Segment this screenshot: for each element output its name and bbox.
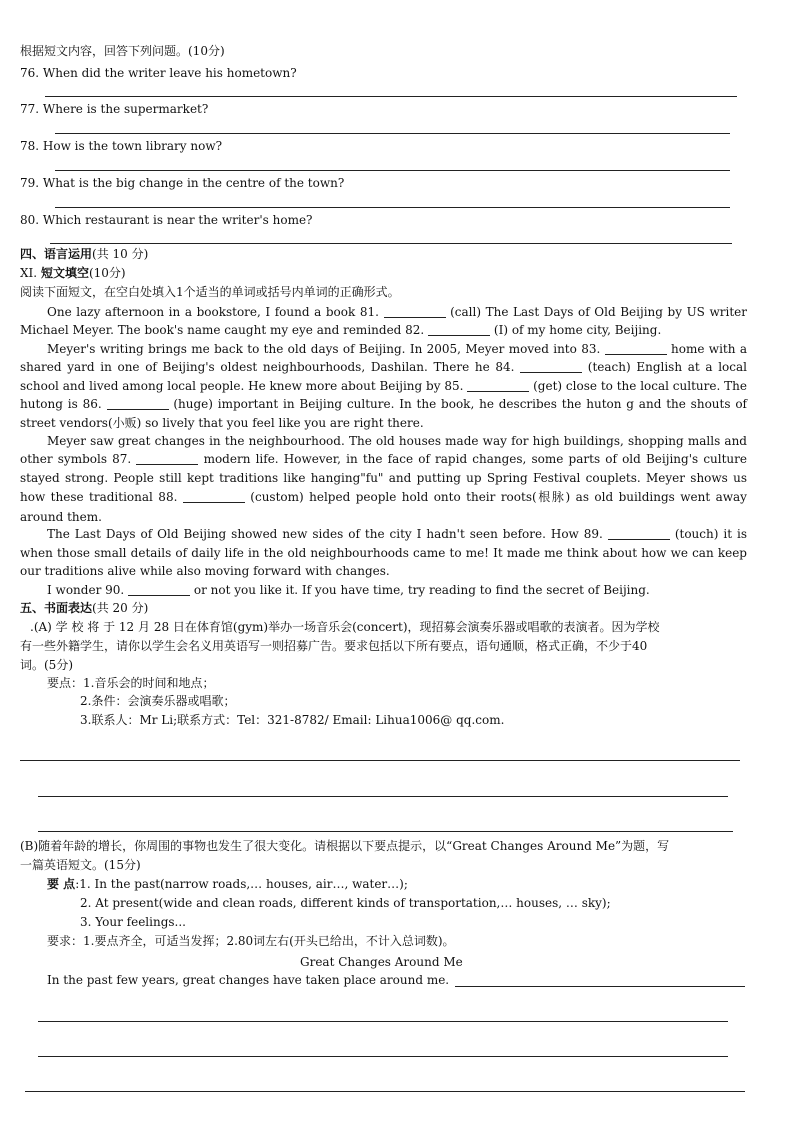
writing-b-point-2: 2. At present(wide and clean roads, different kinds of transportation,… houses, … sky);: [80, 896, 611, 910]
passage-text: hutong is 86.: [20, 397, 102, 411]
writing-b-prompt-line-1: (B)随着年龄的增长，你周围的事物也发生了很大变化。请根据以下要点提示，以“Great Changes Around Me”为题，写: [20, 839, 670, 853]
question-80: 80. Which restaurant is near the writer's home?: [20, 213, 313, 227]
section-instructions: 根据短文内容，回答下列问题。(10分): [20, 44, 225, 58]
passage-text: I wonder 90.: [47, 583, 125, 597]
passage-line-5: [20, 379, 747, 393]
cloze-instructions: 阅读下面短文，在空白处填入1个适当的单词或括号内单词的正确形式。: [20, 285, 400, 299]
passage-text: One lazy afternoon in a bookstore, I found a book 81.: [47, 305, 379, 319]
passage-text: (call) The Last Days of Old Beijing by US writer: [450, 305, 747, 319]
xi-title: 短文填空: [40, 266, 89, 280]
passage-text: other symbols 87.: [20, 452, 132, 466]
blank-83[interactable]: [605, 342, 667, 355]
part5-score: (共 20 分): [92, 601, 149, 615]
answer-line-80[interactable]: [50, 243, 732, 244]
blank-87[interactable]: [136, 452, 198, 465]
question-79: 79. What is the big change in the centre of the town?: [20, 176, 345, 190]
passage-text: Michael Meyer. The book's name caught my eye and reminded 82.: [20, 323, 425, 337]
blank-89[interactable]: [608, 527, 670, 540]
blank-86[interactable]: [107, 397, 169, 410]
answer-line-76[interactable]: [45, 96, 737, 97]
answer-line-77[interactable]: [55, 133, 730, 134]
passage-line-16: [47, 583, 650, 597]
passage-line-10: stayed strong. People still kept traditions like hanging"fu" and putting up Spring Festival couplets. Meyer shows us: [20, 471, 747, 485]
writing-b-requirements: 要求：1.要点齐全，可适当发挥；2.80词左右(开头已给出，不计入总词数)。: [47, 934, 455, 948]
part4-score: (共 10 分): [92, 247, 149, 261]
part5-heading: [20, 601, 148, 615]
writing-a-prompt-line-2: 有一些外籍学生，请你以学生会名义用英语写一则招募广告。要求包括以下所有要点，语句通顺，格式正确，不少于40: [20, 639, 648, 653]
passage-text: (custom) helped people hold onto their roots(根脉) as old buildings went away: [250, 490, 747, 504]
essay-line-3[interactable]: [25, 1091, 745, 1092]
answer-line-78[interactable]: [55, 170, 730, 171]
passage-text: The Last Days of Old Beijing showed new sides of the city I hadn't seen before. How 89.: [47, 527, 603, 541]
passage-line-14: when those small details of daily life in the old neighbourhoods came to me! It made me think about how we can keep: [20, 546, 747, 560]
blank-88[interactable]: [183, 490, 245, 503]
passage-text: (touch) it is: [674, 527, 747, 541]
blank-90[interactable]: [128, 583, 190, 596]
xi-heading: [20, 266, 126, 280]
passage-line-3: [47, 342, 747, 356]
passage-text: (I) of my home city, Beijing.: [493, 323, 662, 337]
passage-text: modern life. However, in the face of rapid changes, some parts of old Beijing's culture: [203, 452, 747, 466]
essay-line-2[interactable]: [38, 1056, 728, 1057]
points-label: 要 点: [47, 877, 76, 891]
passage-line-4: [20, 360, 747, 374]
writing-a-line-3[interactable]: [38, 831, 733, 832]
passage-line-2: [20, 323, 661, 337]
passage-text: home with a: [671, 342, 747, 356]
passage-line-6: [20, 397, 747, 411]
writing-a-prompt-line-3: 词。(5分): [20, 658, 73, 672]
passage-text: shared yard in one of Beijing's oldest neighbourhoods, Dashilan. There he 84.: [20, 360, 515, 374]
question-76: 76. When did the writer leave his hometown?: [20, 66, 297, 80]
passage-line-12: around them.: [20, 510, 102, 524]
passage-line-13: [47, 527, 747, 541]
blank-85[interactable]: [467, 379, 529, 392]
essay-line-0[interactable]: [455, 986, 745, 987]
question-77: 77. Where is the supermarket?: [20, 102, 209, 116]
passage-text: how these traditional 88.: [20, 490, 178, 504]
passage-line-1: [47, 305, 747, 319]
passage-text: (huge) important in Beijing culture. In the book, he describes the huton g and the shouts of: [173, 397, 748, 411]
essay-line-1[interactable]: [38, 1021, 728, 1022]
passage-line-7: street vendors(小贩) so lively that you feel like you are right there.: [20, 416, 424, 430]
answer-line-79[interactable]: [55, 207, 730, 208]
blank-84[interactable]: [520, 360, 582, 373]
part4-heading: [20, 247, 148, 261]
writing-a-line-1[interactable]: [20, 760, 740, 761]
passage-text: Meyer's writing brings me back to the old days of Beijing. In 2005, Meyer moved into 83.: [47, 342, 601, 356]
writing-a-line-2[interactable]: [38, 796, 728, 797]
question-78: 78. How is the town library now?: [20, 139, 223, 153]
writing-a-point-1: 要点：1.音乐会的时间和地点；: [47, 676, 215, 690]
passage-line-8: Meyer saw great changes in the neighbourhood. The old houses made way for high buildings, shopping malls and: [47, 434, 747, 448]
blank-82[interactable]: [428, 323, 490, 336]
essay-opening: In the past few years, great changes have taken place around me.: [47, 973, 450, 987]
passage-line-11: [20, 490, 747, 504]
passage-line-9: [20, 452, 747, 466]
part4-title: 四、语言运用: [20, 247, 93, 261]
writing-a-point-2: 2.条件：会演奏乐器或唱歌；: [80, 694, 236, 708]
point-text: :1. In the past(narrow roads,… houses, air…, water…);: [75, 877, 408, 891]
writing-a-point-3: 3.联系人：Mr Li;联系方式：Tel：321-8782/ Email: Lihua1006@ qq.com.: [80, 713, 505, 727]
passage-text: (teach) English at a local: [587, 360, 747, 374]
part5-title: 五、书面表达: [20, 601, 93, 615]
xi-label: XI.: [20, 266, 38, 280]
writing-b-point-3: 3. Your feelings...: [80, 915, 186, 929]
writing-b-prompt-line-2: 一篇英语短文。(15分): [20, 858, 141, 872]
passage-line-15: our traditions alive while also moving forward with changes.: [20, 564, 390, 578]
passage-text: school and lived among local people. He knew more about Beijing by 85.: [20, 379, 464, 393]
passage-text: or not you like it. If you have time, try reading to find the secret of Beijing.: [193, 583, 650, 597]
writing-b-point-1: [47, 877, 408, 891]
essay-title: Great Changes Around Me: [300, 955, 463, 969]
blank-81[interactable]: [384, 305, 446, 318]
passage-text: (get) close to the local culture. The: [533, 379, 747, 393]
xi-score: (10分): [88, 266, 126, 280]
writing-a-prompt-line-1: .(A) 学 校 将 于 12 月 28 日在体育馆(gym)举办一场音乐会(concert)，现招募会演奏乐器或唱歌的表演者。因为学校: [30, 620, 660, 634]
